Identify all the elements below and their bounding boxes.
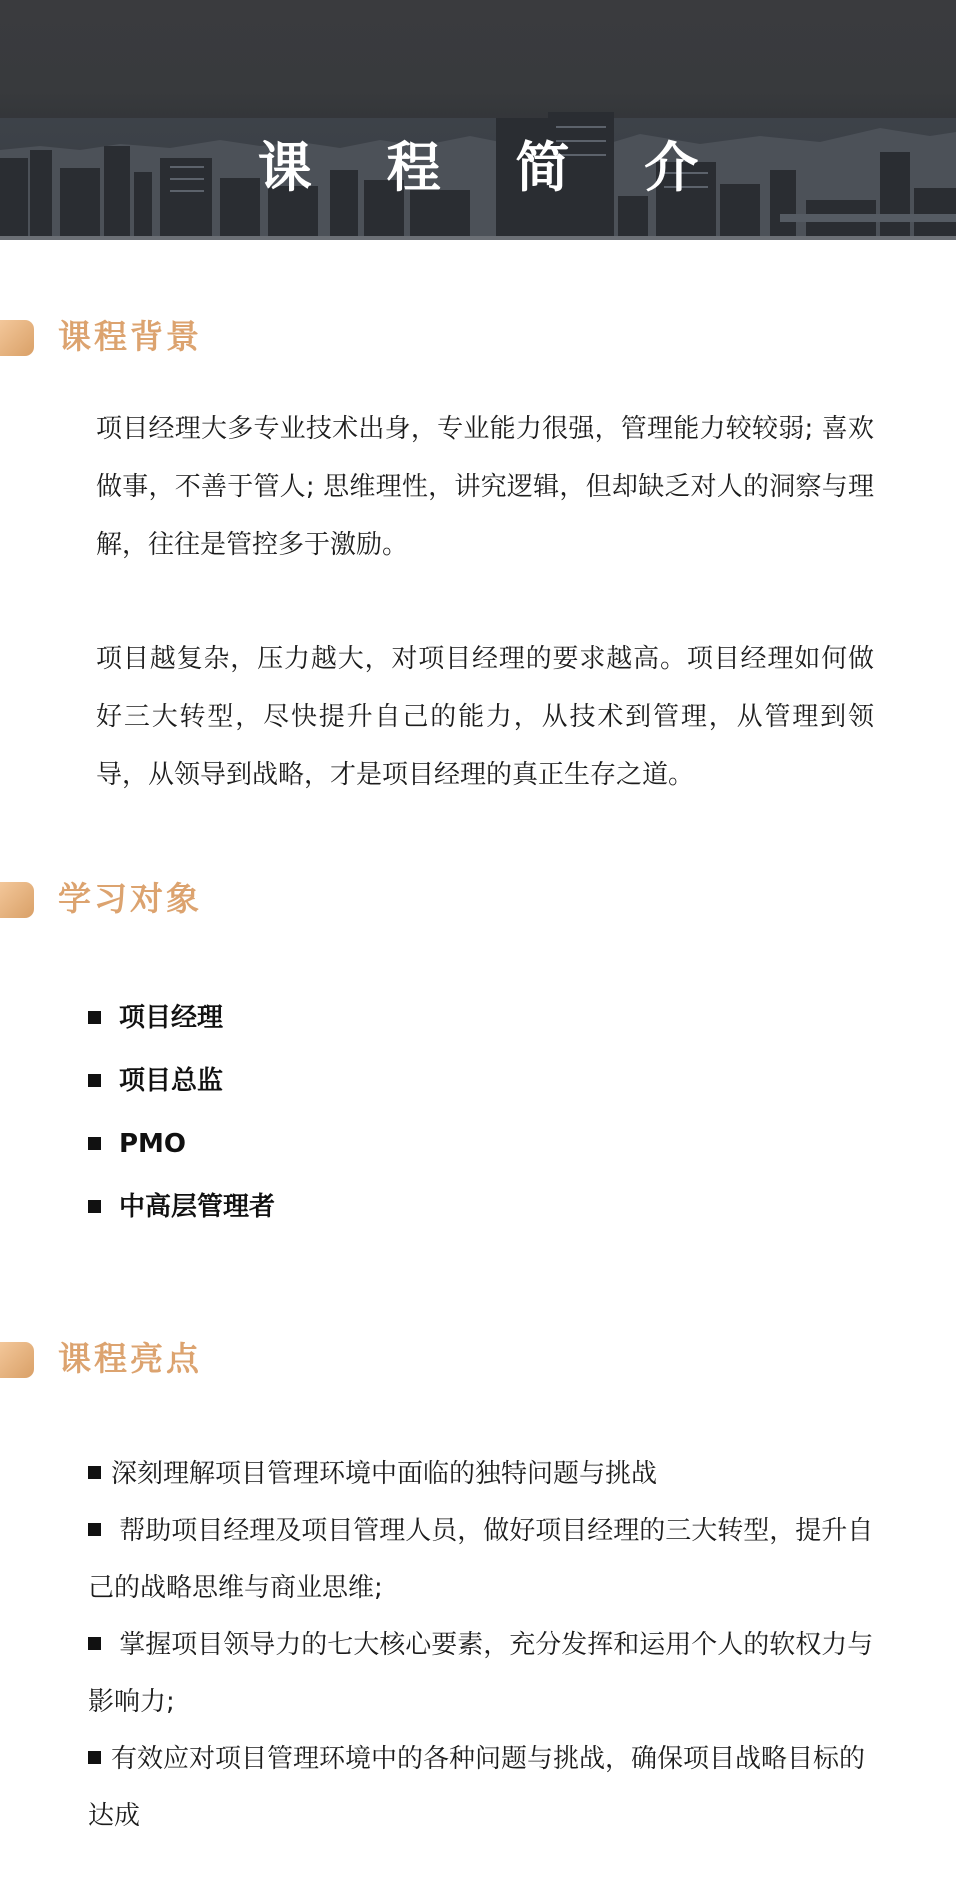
section-marker-icon <box>0 1342 34 1378</box>
background-paragraph-1: 项目经理大多专业技术出身，专业能力很强，管理能力较较弱; 喜欢做事，不善于管人; 思维理性，讲究逻辑，但却缺乏对人的洞察与理解，往往是管控多于激励。 <box>96 414 874 560</box>
list-item <box>88 1617 874 1731</box>
square-bullet-icon <box>88 1200 101 1213</box>
highlight-item-text: 深刻理解项目管理环境中面临的独特问题与挑战 <box>111 1459 658 1489</box>
banner-divider <box>0 236 956 240</box>
section-header-background <box>0 314 400 360</box>
highlight-item-text: 帮助项目经理及项目管理人员，做好项目经理的三大转型，提升自己的战略思维与商业思维; <box>88 1516 874 1603</box>
audience-item-label: 项目总监 <box>119 1065 224 1096</box>
list-item <box>88 1049 275 1112</box>
highlight-item-text: 有效应对项目管理环境中的各种问题与挑战，确保项目战略目标的达成 <box>88 1744 866 1831</box>
list-item <box>88 1175 275 1238</box>
list-item <box>88 986 275 1049</box>
list-item <box>88 1446 874 1503</box>
highlight-item-text: 掌握项目领导力的七大核心要素，充分发挥和运用个人的软权力与影响力; <box>88 1630 874 1717</box>
square-bullet-icon <box>88 1074 101 1087</box>
section-header-highlights <box>0 1336 400 1382</box>
audience-item-label: 项目经理 <box>119 1002 224 1033</box>
list-item <box>88 1503 874 1617</box>
square-bullet-icon <box>88 1466 101 1479</box>
square-bullet-icon <box>88 1011 101 1024</box>
section-title-audience: 学习对象 <box>58 879 202 918</box>
audience-item-label: 中高层管理者 <box>119 1191 276 1222</box>
section-title-highlights: 课程亮点 <box>58 1339 202 1378</box>
highlights-list <box>88 1446 874 1845</box>
section-marker-icon <box>0 320 34 356</box>
square-bullet-icon <box>88 1751 101 1764</box>
section-title-background: 课程背景 <box>58 317 202 356</box>
section-header-audience <box>0 876 400 922</box>
list-item <box>88 1731 874 1845</box>
square-bullet-icon <box>88 1137 101 1150</box>
audience-list <box>88 986 275 1238</box>
square-bullet-icon <box>88 1523 101 1536</box>
header-banner <box>0 0 956 240</box>
list-item <box>88 1112 275 1175</box>
banner-title: 课 程 简 介 <box>257 136 727 199</box>
city-skyline-image <box>0 0 956 240</box>
square-bullet-icon <box>88 1637 101 1650</box>
section-marker-icon <box>0 882 34 918</box>
background-paragraph-2: 项目越复杂，压力越大，对项目经理的要求越高。项目经理如何做好三大转型，尽快提升自己的能力，从技术到管理，从管理到领导，从领导到战略，才是项目经理的真正生存之道。 <box>96 644 874 790</box>
audience-item-label: PMO <box>119 1128 187 1159</box>
